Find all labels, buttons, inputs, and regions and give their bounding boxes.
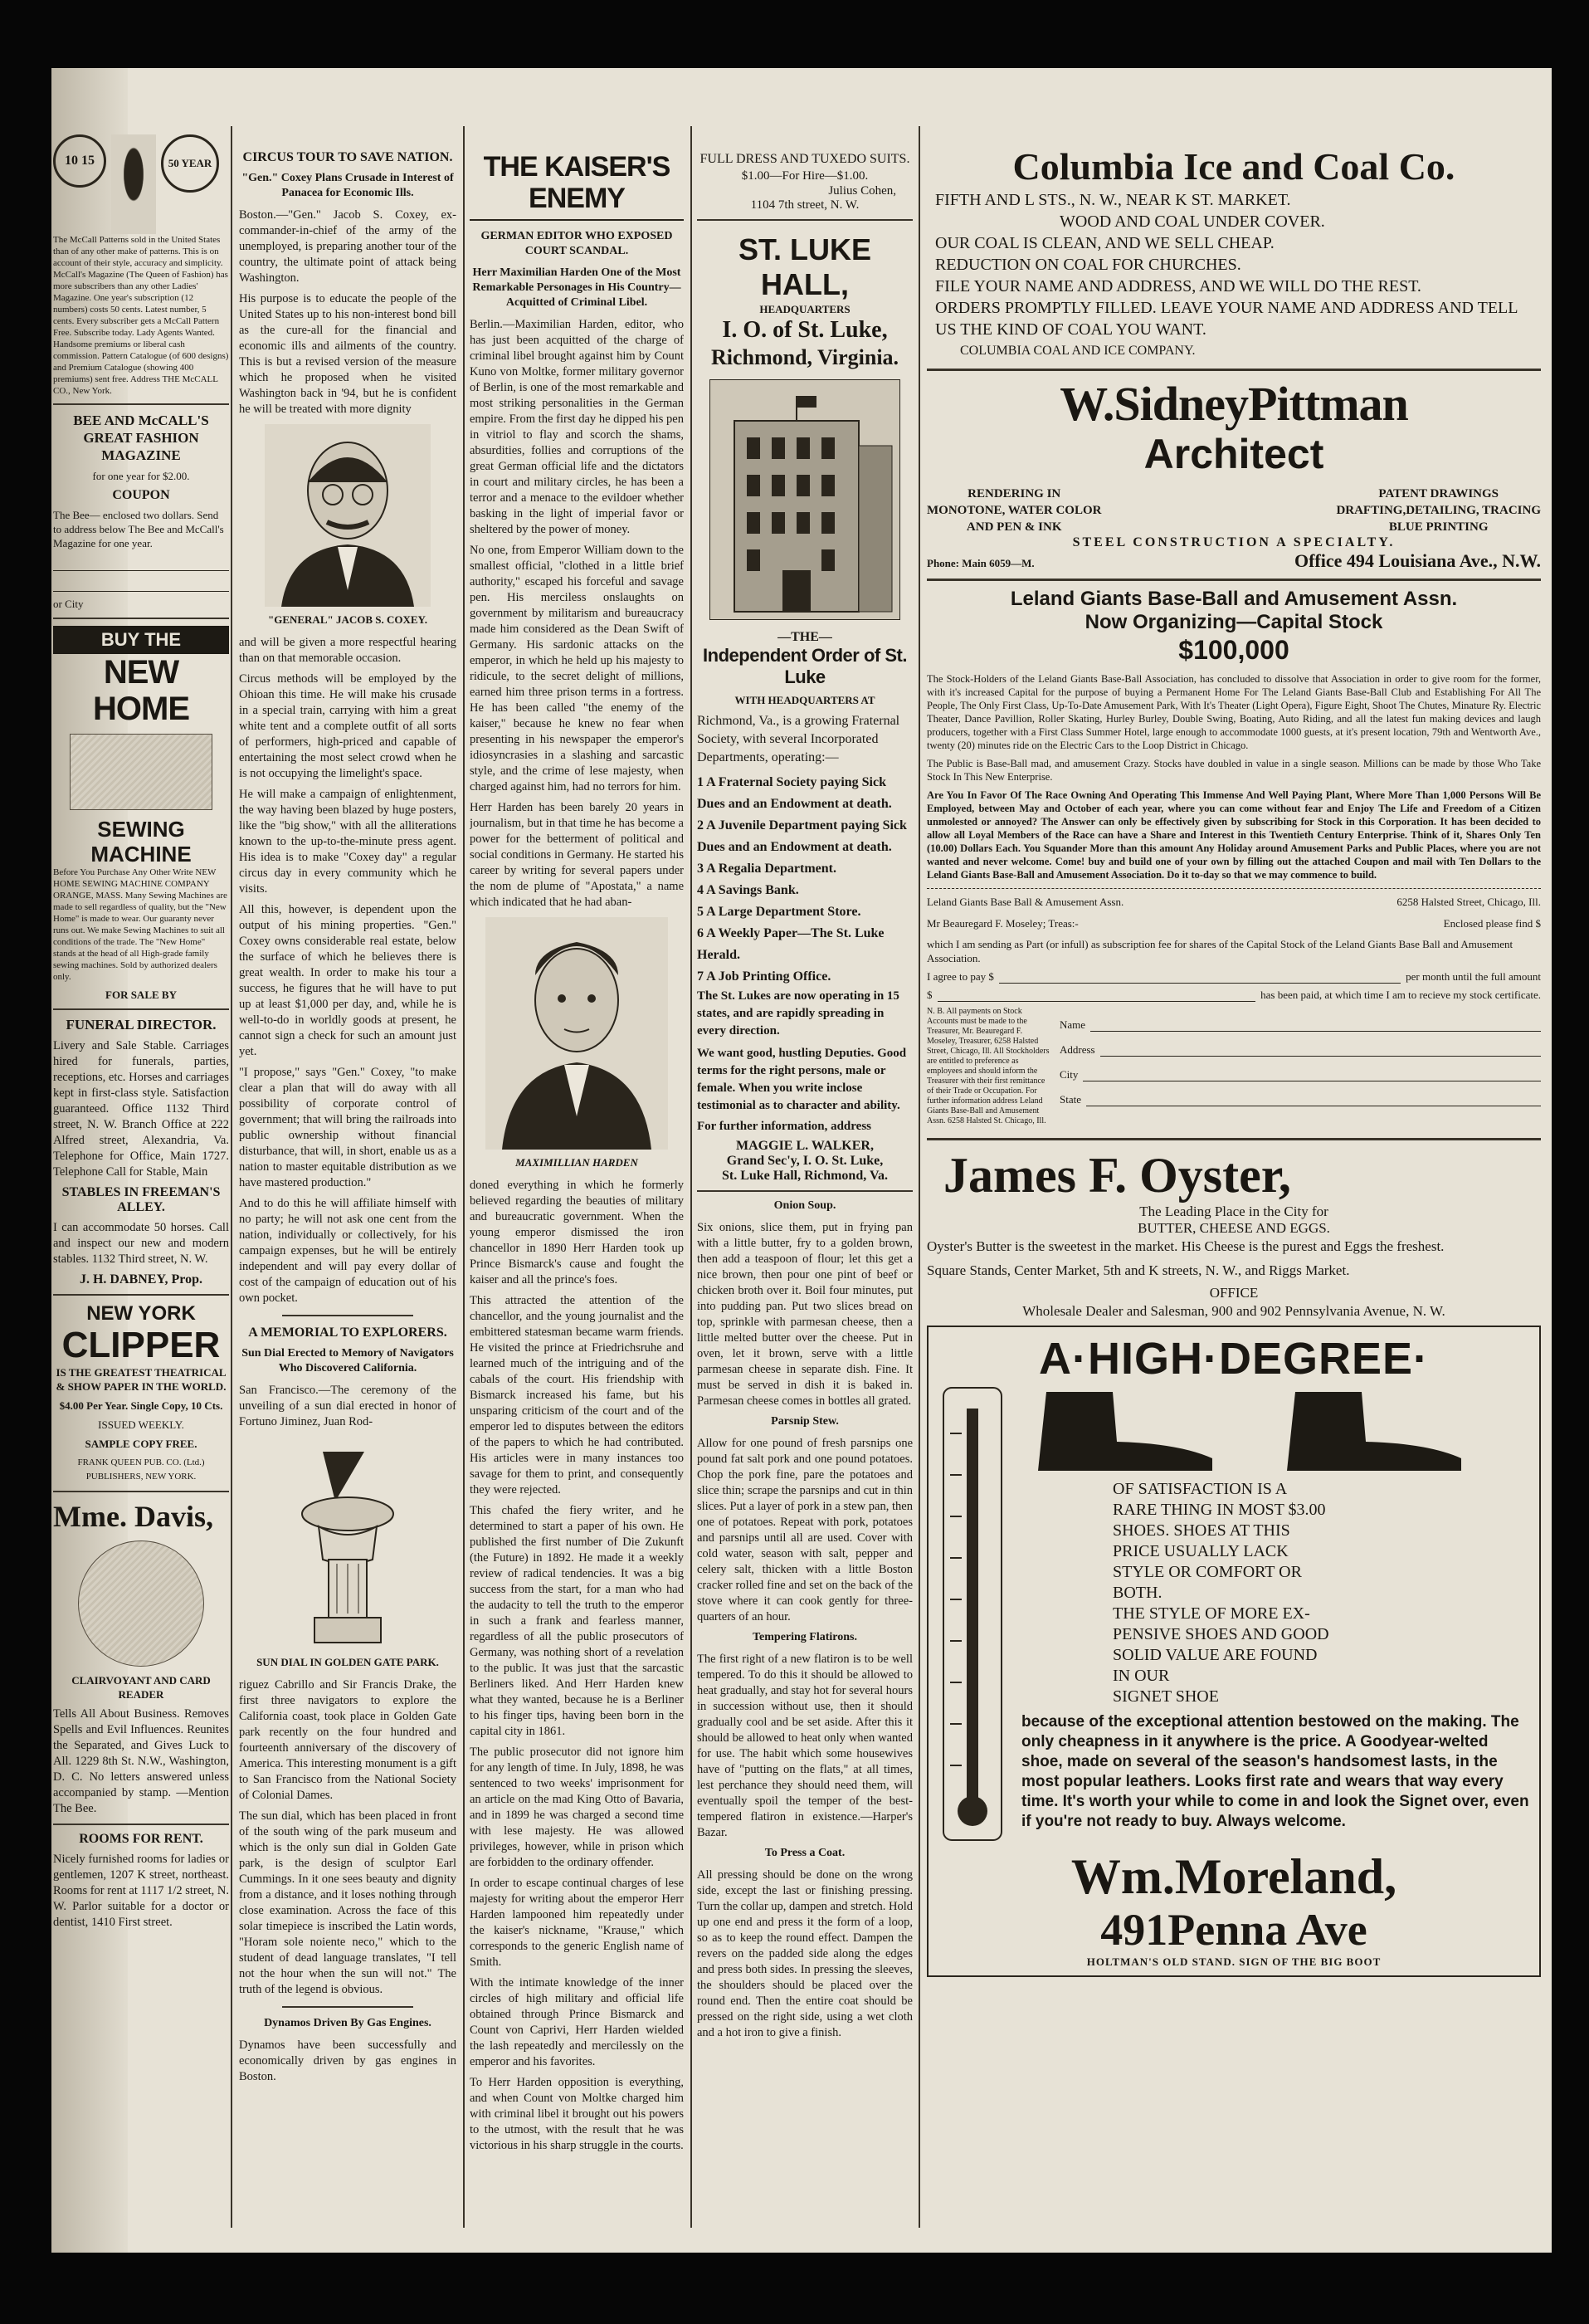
degree-line: IN OUR — [1113, 1667, 1170, 1685]
hall-address: St. Luke Hall, Richmond, Va. — [721, 1169, 889, 1183]
column-ads-right — [927, 68, 1541, 2253]
coupon-bottom — [927, 1007, 1541, 1131]
list-item: 1 A Fraternal Society paying Sick Dues and an Endowment at death. — [697, 775, 892, 811]
leland-p1: The Stock-Holders of the Leland Giants Base-Ball Association, has concluded to dissolve that Association in order to give room for the former, with it's increased Capital for the purpose of buying a Permanent Home For The Leland Giants Base-Ball Club and Establishing For All The People, The Only First Class, Up-To-Date Amusement Park, With It's Theater (Light Opera), Figure Eight, Shoot The Chutes, Minature Ry. Electric Theater, Dance Pavillion, Roller Skating, Hurley Burley, Double Swing, Boating, Auto Riding, and all the latest fun making devices and laugh producers, together with a First Class Summer Hotel, large enough to accommodate 1000 guests, at it's present location, 79th and Wentworth Ave., twenty (20) minutes ride on the Electric Cars to the Loop District in Chicago. — [927, 673, 1541, 751]
buy-the-banner: BUY THE — [53, 626, 229, 654]
dynamos-headline: Dynamos Driven By Gas Engines. — [264, 2017, 431, 2029]
memorial-subhead: Sun Dial Erected to Memory of Navigators Who Discovered California. — [241, 1347, 454, 1374]
coupon-org: Leland Giants Base Ball & Amusement Assn. — [927, 896, 1124, 908]
stables-title: STABLES IN FREEMAN'S ALLEY. — [61, 1185, 221, 1214]
press-coat-title: To Press a Coat. — [764, 1847, 846, 1859]
coxey-p4: Circus methods will be employed by the Ohioan this time. He will make his crusade in a special train, carrying with him a great white tent and a complete outfit of all sorts of performers, high-priced and capable of entertaining the most select crowd when he is not occupying the limelight's space. — [239, 672, 456, 780]
columbia-line: OUR COAL IS CLEAN, AND WE SELL CHEAP. — [935, 234, 1275, 252]
st-luke-hall-title: ST. LUKE HALL, — [738, 232, 871, 301]
coupon-field[interactable] — [999, 971, 1401, 984]
columbia-line: WOOD AND COAL UNDER COVER. — [1060, 212, 1325, 231]
clipper-sample: SAMPLE COPY FREE. — [85, 1438, 197, 1450]
thermometer-icon — [935, 1384, 1010, 1848]
mccall-text: The McCall Patterns sold in the United States than of any other make of patterns. This is on account of their style, accuracy and simplicity. McCall's Magazine (The Queen of Fashion) has more subscribers than any other Ladies' Magazine. One year's subscription (12 numbers) costs 50 cents. Latest number, 5 cents. Every subscriber gets a McCall Pattern Free. Subscribe today. Lady Agents Wanted. Handsome premiums or liberal cash commission. Pattern Catalogue (of 600 designs) and Premium Catalogue (showing 400 premiums) sent free. Address THE McCALL CO., New York. — [53, 235, 229, 396]
magazine-badge: 50 YEAR — [161, 134, 219, 193]
kaiser-subhead-1: GERMAN EDITOR WHO EXPOSED COURT SCANDAL. — [480, 230, 673, 257]
coupon-field[interactable] — [938, 989, 1256, 1002]
column-coxey — [239, 68, 456, 2253]
dynamos-text: Dynamos have been successfully and economically driven by gas engines in Boston. — [239, 2038, 456, 2083]
list-item: 3 A Regalia Department. — [697, 862, 836, 876]
coupon-agree-line — [927, 970, 1541, 984]
bee-offer-title: BEE AND McCALL'S GREAT FASHION MAGAZINE — [73, 413, 209, 463]
coupon-body: which I am sending as Part (or infull) as subscription fee for shares of the Capital Stock of the Leland Giants Base Ball and Amusement Association. — [927, 938, 1513, 964]
flatiron-title: Tempering Flatirons. — [752, 1631, 857, 1643]
field-city-label: City — [1060, 1068, 1079, 1081]
coupon-dollar: $ — [927, 989, 933, 1001]
pittman-services — [927, 486, 1541, 535]
leland-p2: The Public is Base-Ball mad, and amusement Crazy. Stocks have doubled in value in a single season. Millions can be made by those Who Take Stock In This New Enterprise. — [927, 758, 1541, 783]
state-field[interactable] — [1086, 1094, 1541, 1106]
kaiser-headline: THE KAISER'S ENEMY — [470, 151, 684, 221]
moreland-address: 491Penna Ave — [1100, 1905, 1367, 1955]
architect-title: Architect — [1143, 431, 1324, 477]
oyster-line: BUTTER, CHEESE AND EGGS. — [1138, 1220, 1330, 1236]
column-rule — [463, 126, 465, 2228]
holtman-line: HOLTMAN'S OLD STAND. SIGN OF THE BIG BOOT — [1086, 1955, 1382, 1968]
coxey-p3: and will be given a more respectful hearing than on that memorable occasion. — [239, 636, 456, 665]
children-illustration — [70, 734, 212, 810]
coupon-paid: has been paid, at which time I am to recieve my stock certificate. — [1260, 989, 1541, 1001]
high-degree-title: A·HIGH·DEGREE· — [1039, 1334, 1429, 1384]
leland-capital: $100,000 — [1178, 635, 1289, 665]
lady-figure-icon — [111, 134, 156, 234]
column-st-luke — [697, 68, 913, 2253]
coxey-p6: All this, however, is dependent upon the output of his mining properties. "Gen." Coxey owns considerable real estate, below the surface of which he believes there is great wealth. In order to make his tour a success, he figures that he will have to put up at least $1,000 per day, and, while he is well-to-do in worldly goods at present, he cannot sign a check for such an amount just yet. — [239, 903, 456, 1058]
pattern-badge: 10 15 — [53, 134, 106, 188]
coxey-p8: And to do this he will affiliate himself with no party; he will not ask one cent from the nation, individually or collectively, for his campaign expenses, but he will be entirely independent and will pay every dollar of cost of the campaign of education out of his own pocket. — [239, 1197, 456, 1305]
sewing-text: Before You Purchase Any Other Write NEW HOME SEWING MACHINE COMPANY ORANGE, MASS. Many Sewing Machines are made to sell regardless of quality, but the "New Home" is made to wear. Our guaranty never runs out. We make Sewing Machines to suit all conditions of the trade. The "New Home" stands at the head of all High-grade family sewing machines. Sold by authorized dealers only. — [53, 867, 227, 982]
columbia-line: FILE YOUR NAME AND ADDRESS, AND WE WILL DO THE REST. — [935, 277, 1421, 295]
office-line: Office 494 Louisiana Ave., N.W. — [1294, 550, 1541, 571]
clipper-price: $4.00 Per Year. Single Copy, 10 Cts. — [59, 1399, 223, 1412]
address-field[interactable] — [1100, 1044, 1541, 1057]
coupon-city: or City — [53, 598, 84, 610]
clipper-title: CLIPPER — [61, 1325, 221, 1365]
coupon-enclosed: Enclosed please find $ — [1443, 917, 1541, 930]
tuxedo-line-2: $1.00—For Hire—$1.00. — [741, 169, 869, 183]
kaiser-p5: This attracted the attention of the chancellor, and the young journalist and the embittered statesman became warm friends. He visited the prince at Friedrichsruhe and learned much of the intriguing and of the cabals of the court. His friendship with Bismarck increased his fame, but his unsparing criticism of the court and of the emperor led to disputes between the editors of the papers to which he had contributed. His articles were in many instances too savage for them to print, and consequently they were rejected. — [470, 1294, 684, 1496]
st-luke-hall-illustration — [709, 379, 900, 620]
columbia-line: ORDERS PROMPTLY FILLED. LEAVE YOUR NAME AND ADDRESS AND TELL US THE KIND OF COAL YOU WANT. — [935, 299, 1518, 339]
steel-line: STEEL CONSTRUCTION A SPECIALTY. — [1072, 535, 1396, 549]
coxey-p7: "I propose," says "Gen." Coxey, "to make clear a plan that will do away with all possibility of corporate control of government; that will bring the railroads into public ownership without financial disturbance, that will, in short, enable us as a nation to master equitable distribution as we have mastered production." — [239, 1066, 456, 1189]
org-text-2: The St. Lukes are now operating in 15 states, and are rapidly spreading in every direction. — [697, 989, 899, 1038]
name-field[interactable] — [1090, 1019, 1541, 1032]
harden-portrait — [485, 917, 668, 1150]
sun-dial-caption: SUN DIAL IN GOLDEN GATE PARK. — [256, 1656, 439, 1668]
kaiser-p10: To Herr Harden opposition is everything, and when Count von Moltke charged him with criminal libel it brought out his powers to the utmost, with the result that he was victorious in his sharp struggle in the courts. — [470, 2076, 684, 2152]
parsnip-text: Allow for one pound of fresh parsnips one pound fat salt pork and one pound potatoes. Chop the pork fine, pare the potatoes and slice thin; scrape the parsnips and cut in thin slices. Put a layer of pork in a stew pan, then one of potatoes. Repeat with pork, potatoes and parsnips until all are used. Cover with cold water, season with salt, pepper and celery salt, thicken with a little Boston cracker rolled fine and set on the back of the stove where it can cook gently for three-quarters of an hour. — [697, 1437, 913, 1623]
list-item: 4 A Savings Bank. — [697, 883, 799, 897]
coupon-address: 6258 Halsted Street, Chicago, Ill. — [1396, 896, 1541, 908]
pittman-contact — [927, 550, 1541, 572]
mccall-ad — [53, 134, 229, 234]
oyster-line: Oyster's Butter is the sweetest in the market. His Cheese is the purest and Eggs the freshest. — [927, 1238, 1445, 1254]
high-degree-ad — [927, 1326, 1541, 1977]
funeral-text: Livery and Sale Stable. Carriages hired for funerals, parties, receptions, etc. Horses and carriages kept in first-class style. Satisfaction guaranteed. Office 1132 Third street, N. W. Branch Office at 222 Alfred street, Alexandria, Va. Telephone for Office, Main 1727. Telephone Call for Stable, Main — [53, 1039, 229, 1179]
rooms-title: ROOMS FOR RENT. — [79, 1832, 203, 1846]
info-line: For further information, address — [697, 1120, 871, 1133]
degree-line: SHOES. SHOES AT THIS — [1113, 1521, 1290, 1540]
column-kaiser — [470, 68, 684, 2253]
degree-line: STYLE OR COMFORT OR — [1113, 1563, 1302, 1581]
degree-line: THE STYLE OF MORE EX- — [1113, 1604, 1310, 1623]
list-item: 5 A Large Department Store. — [697, 905, 861, 919]
coupon-header — [927, 896, 1541, 909]
coupon-note: N. B. All payments on Stock Accounts must be made to the Treasurer, Mr. Beauregard F. Moseley, Treasurer, 6258 Halsted Street, Chicago, Ill. All Stockholders are entitled to preference as employees and should inform the Treasurer with their first remittance of their Trade or Occupation. For further information address Leland Giants Base-Ball and Amusement Assn. 6258 Halsted St. Chicago, Ill. — [927, 1007, 1050, 1125]
tuxedo-line-4: 1104 7th street, N. W. — [750, 198, 860, 212]
rooms-text: Nicely furnished rooms for ladies or gentlemen, 1207 K street, northeast. Rooms for rent at 1117 1/2 street, N. W. Parlor suitable for a doctor or dentist, 1410 First street. — [53, 1853, 229, 1929]
kaiser-p1: Berlin.—Maximilian Harden, editor, who has just been acquitted of the charge of criminal libel brought against him by Count Kuno von Moltke, former military governor of Berlin, is one of the most remarkable and most striking personalities in the German empire. From the first day he dipped his pen in vitriol to flay and scorch the shams, absurdities, follies and corruptions of the great German official life and the dictators in court and military circles, he has been a terror and a menace to the evildoer whether basking in the light of imperial favor or sheltered by the power of money. — [470, 318, 684, 536]
clairvoyant-label: CLAIRVOYANT AND CARD READER — [71, 1674, 211, 1701]
columbia-line: FIFTH AND L STS., N. W., NEAR K ST. MARKET. — [935, 191, 1291, 209]
org-text-3: We want good, hustling Deputies. Good terms for the right persons, male or female. When you write inclose testimonial as to character and ability. — [697, 1047, 907, 1112]
render-line: PATENT DRAWINGS — [1378, 487, 1499, 500]
kaiser-p2: No one, from Emperor William down to the smallest official, "clothed in a little brief authority," escaped his forceful and savage pen. His merciless onslaughts on government by militarism and bureaucracy made him considered as the Dean Swift of Germany. His sardonic attacks on the emperor, in which he held up his majesty to ridicule, to the secret delight of millions, earned him three prison terms in a fortress. He has been called "the enemy of the kaiser," because he knew no fear when presenting in his newspaper the emperor's idiosyncrasies in a slashing and sarcastic style, and the crime of lese majesty, when charged against him, had no terrors for him. — [470, 544, 684, 793]
coxey-p1: Boston.—"Gen." Jacob S. Coxey, ex-commander-in-chief of the army of the unemployed, is preparing another tour of the country, the ultimate point of attack being Washington. — [239, 208, 456, 285]
columbia-lines — [927, 189, 1541, 362]
columbia-signature: COLUMBIA COAL AND ICE COMPANY. — [960, 344, 1196, 358]
boot-icon — [1021, 1384, 1486, 1475]
memorial-p3: The sun dial, which has been placed in front of the south wing of the park museum and which is the only sun dial in Golden Gate park, is the design of sculptor Earl Cummings. In it one sees beauty and dignity from a distance, and it loses nothing through close examination. Across the face of this solar timepiece is inscribed the Latin words, "Horam sole noiente neco," which to the student of dead language translates, "I tell not the hour when the sun will not." The truth of the legend is obvious. — [239, 1809, 456, 1996]
column-rule — [231, 126, 232, 2228]
render-line: RENDERING IN — [968, 487, 1061, 500]
davis-portrait — [78, 1540, 204, 1667]
degree-caps — [1021, 1479, 1533, 1707]
tuxedo-line-3: Julius Cohen, — [828, 184, 896, 198]
render-line: BLUE PRINTING — [1388, 520, 1489, 534]
pittman-name: W.SidneyPittman — [1060, 377, 1408, 431]
field-name-label: Name — [1060, 1018, 1086, 1031]
funeral-title: FUNERAL DIRECTOR. — [66, 1017, 217, 1033]
clipper-pub: FRANK QUEEN PUB. CO. (Ltd.) PUBLISHERS, NEW YORK. — [77, 1457, 205, 1482]
memorial-p1: San Francisco.—The ceremony of the unveiling of a sun dial erected in honor of Fortuno Jiminez, Juan Rod- — [239, 1384, 456, 1428]
coupon-agree: I agree to pay $ — [927, 970, 994, 983]
press-coat-text: All pressing should be done on the wrong side, except the last or finishing pressing. Turn the collar up, dampen and stretch. Hold up one end and press it the form of a loop, so as to keep the round effect. Dampen the revers on the padded side along the edges and press both sides. In pressing the sleeves, the shoulders should be placed over the round end. Then the entire coat should be pressed on the right side, using a wet cloth and a hot iron to give a finish. — [697, 1868, 913, 2039]
richmond-title: Richmond, Virginia. — [710, 345, 899, 369]
oyster-line: Square Stands, Center Market, 5th and K streets, N. W., and Riggs Market. — [927, 1262, 1350, 1278]
coxey-p5: He will make a campaign of enlightenment, the way having been blazed by huge posters, like the "big show," with all the alliterations known to the up-to-the-minute press agent. His idea is to make "Coxey day" a regular circus day in every community which he visits. — [239, 788, 456, 896]
for-sale-by: FOR SALE BY — [105, 989, 177, 1001]
onion-soup-title: Onion Soup. — [773, 1199, 836, 1212]
high-degree-body — [935, 1384, 1533, 1848]
oyster-line: Wholesale Dealer and Salesman, 900 and 902 Pennsylvania Avenue, N. W. — [1022, 1303, 1445, 1319]
columbia-line: REDUCTION ON COAL FOR CHURCHES. — [935, 256, 1241, 274]
leland-p3: Are You In Favor Of The Race Owning And Operating This Immense And Well Paying Plant, Where More Than 1,000 Persons Will Be Employed, between May and October of each year, where you can come without fear and Enjoy The Life and Freedom of a Citizen unmolested or annoyed? The Answer can only be effectively given by subscribing for Stock in this Corporation. It has been decided to allow all Loyal Members of the Race can have a Share and Interest in this Twentieth Century Enterprise. Think of it, Shares Only Ten (10.00) Dollars Each. You Squander More than this amount Any Holiday around Amusement Parks and Public Places, where you are not wanted and never welcome. Come! buy and build one of your own by filling out the attached Coupon and mail with Ten Dollars to the Leland Giants Base-Ball and Amusement Association. Do it to-day so that we may commence to build. — [927, 789, 1541, 881]
coxey-p2: His purpose is to educate the people of the United States up to his non-interest bond bill as the cure-all for the financial and economic ills and ailments of the country. This is but a revised version of the measure which he proposed when he visited Washington back in '94, but he is confident he will be treated with more dignity — [239, 292, 456, 416]
coxey-headline: CIRCUS TOUR TO SAVE NATION. — [242, 150, 453, 164]
degree-line: BOTH. — [1113, 1584, 1163, 1602]
kaiser-p3: Herr Harden has been barely 20 years in journalism, but in that time he has become a power for the betterment of political and social conditions in Germany. He started his career by writing for several papers under the nom de plume of "Apostata," a name which indicated that he had aban- — [470, 801, 684, 909]
high-degree-copy — [1021, 1384, 1533, 1848]
coupon-label: COUPON — [112, 488, 170, 502]
oyster-line: The Leading Place in the City for — [1139, 1204, 1328, 1219]
coupon-street-line — [53, 576, 229, 592]
coupon-month: per month until the full amount — [1406, 970, 1541, 983]
memorial-p2: riguez Cabrillo and Sir Francis Drake, the first three navigators to explore the California coast, took place in Golden Gate park recently on the four hundred and fourteenth anniversary of the discovery of America. This interesting monument is a gift to San Francisco from the National Society of Colonial Dames. — [239, 1678, 456, 1802]
leland-title: Leland Giants Base-Ball and Amusement Assn. — [1010, 588, 1458, 610]
degree-line: PRICE USUALLY LACK — [1113, 1542, 1289, 1560]
memorial-headline: A MEMORIAL TO EXPLORERS. — [248, 1326, 447, 1340]
city-field[interactable] — [1083, 1069, 1541, 1081]
kaiser-p6: This chafed the fiery writer, and he determined to start a paper of his own. He published the first number of Die Zukunft (the Future) in 1892. He made it a weekly review of radical tendencies. It was a big success from the start, for a man who had the audacity to tell the truth to the emperor in such a frank and fearless manner, regardless of all the public prosecutors of Germany, was nothing short of a revelation to the public. It was just that the sarcastic Berliners liked. And Herr Harden knew what they wanted, because he is a Berliner to his finger tips, having been born in the capital city in 1861. — [470, 1504, 684, 1738]
kaiser-p9: With the intimate knowledge of the inner circles of high military and official life obtained through Prince Bismarck and Count von Caprivi, Herr Harden wielded the lash repeatedly and mercilessly on the emperor and his favorites. — [470, 1976, 684, 2068]
oyster-title: James F. Oyster, — [943, 1148, 1291, 1203]
kaiser-p7: The public prosecutor did not ignore him for any length of time. In July, 1898, he was sentenced to two weeks' imprisonment for an article on the mad King Otto of Bavaria, and in 1899 he was charged a second time with lese majesty. He was allowed privileges, however, while in prison which are forbidden to the ordinary offender. — [470, 1745, 684, 1869]
dabney-prop: J. H. DABNEY, Prop. — [79, 1272, 203, 1286]
onion-soup-text: Six onions, slice them, put in frying pan with a little butter, fry to a golden brown, then add a teaspoon of flour; let this get a nice brown, then pour one pint of beef or chicken broth over it. Boil four minutes, put into pudding pan. Put two slices bread on top, sprinkle with parmesan cheese, then a little melted butter over the cheese. Put in oven, let it brown, serve with a little parmesan cheese in separate dish. Fine. It must be served in dish it is baked in. Parmesan cheese comes in bottles all grated. — [697, 1221, 913, 1408]
list-item: 2 A Juvenile Department paying Sick Dues and an Endowment at death. — [697, 818, 907, 854]
degree-line: OF SATISFACTION IS A — [1113, 1480, 1288, 1498]
clipper-sub: IS THE GREATEST THEATRICAL & SHOW PAPER IN THE WORLD. — [56, 1366, 227, 1393]
degree-bold-text: because of the exceptional attention bestowed on the making. The only cheapness in it anywhere is the price. A Goodyear-welted shoe, made on several of the season's handsomest lasts, in the most popular leathers. Looks first rate and wears that way every time. It's worth your while to come in and look the Signet over, even if you're not ready to buy. Always welcome. — [1021, 1713, 1529, 1830]
degree-line: SIGNET SHOE — [1113, 1687, 1219, 1706]
leland-coupon — [927, 888, 1541, 1131]
list-item: 7 A Job Printing Office. — [697, 969, 831, 984]
the-label: —THE— — [777, 630, 832, 644]
new-york-title: NEW YORK — [86, 1302, 196, 1325]
coupon-to: Mr Beauregard F. Moseley; Treas:- — [927, 917, 1079, 930]
render-line: MONOTONE, WATER COLOR — [927, 504, 1102, 517]
kaiser-p4: doned everything in which he formerly believed regarding the beauties of military and bureaucratic government. When the young emperor dismissed the iron chancellor in 1890 Herr Harden took up Prince Bismarck's cause and fought the kaiser and all the prince's foes. — [470, 1179, 684, 1286]
sewing-machine-title: SEWING MACHINE — [90, 817, 192, 867]
harden-caption: MAXIMILLIAN HARDEN — [515, 1156, 638, 1169]
coupon-fields — [1060, 1007, 1541, 1131]
kaiser-p8: In order to escape continual charges of lese majesty for writing about the emperor Herr Harden lampooned him repeatedly under the kaiser's nickname, "Krause," which corresponds to the generic English name of Smith. — [470, 1877, 684, 1969]
coxey-portrait — [265, 424, 431, 607]
coxey-subhead: "Gen." Coxey Plans Crusade in Interest of Panacea for Economic Ills. — [241, 172, 454, 199]
grand-sec: Grand Sec'y, I. O. St. Luke, — [726, 1154, 884, 1168]
walker-name: MAGGIE L. WALKER, — [736, 1139, 874, 1153]
headquarters-label: HEADQUARTERS — [759, 303, 851, 315]
org-text: Richmond, Va., is a growing Fraternal Society, with several Incorporated Departments, operating:— — [697, 714, 900, 764]
bee-offer-line: for one year for $2.00. — [92, 470, 190, 482]
iosl-title: I. O. of St. Luke, — [722, 317, 888, 343]
phone-line: Phone: Main 6059—M. — [927, 557, 1035, 569]
oyster-office: OFFICE — [1209, 1285, 1259, 1301]
davis-title: Mme. Davis, — [53, 1500, 213, 1533]
newspaper-page — [51, 68, 1552, 2253]
sun-dial-illustration — [285, 1435, 410, 1651]
field-address-label: Address — [1060, 1043, 1095, 1056]
render-line: DRAFTING,DETAILING, TRACING — [1336, 504, 1541, 517]
flatiron-text: The first right of a new flatiron is to be well tempered. To do this it should be allowed to heat gradually, and stay hot for several hours in succession without use, then it should gradually cool and be set aside. After this it should be allowed to heat only when wanted for use. The habit which some housewives have of "putting on the flats," at all times, lest perchance they should need them, will eventually spoil the temper of the best-tempered flatiron in existence.—Harper's Bazar. — [697, 1653, 913, 1839]
degree-line: SOLID VALUE ARE FOUND — [1113, 1646, 1318, 1664]
degree-line: RARE THING IN MOST $3.00 — [1113, 1501, 1326, 1519]
leland-organizing: Now Organizing—Capital Stock — [1085, 611, 1383, 633]
parsnip-title: Parsnip Stew. — [771, 1415, 839, 1428]
clipper-issued: ISSUED WEEKLY. — [98, 1418, 184, 1431]
field-state-label: State — [1060, 1093, 1081, 1106]
kaiser-subhead-2: Herr Maximilian Harden One of the Most Remarkable Personages in His Country—Acquitted of Criminal Libel. — [472, 266, 681, 309]
column-rule — [690, 126, 692, 2228]
columbia-title: Columbia Ice and Coal Co. — [1012, 145, 1455, 188]
moreland-name: Wm.Moreland, — [1070, 1849, 1397, 1904]
coupon-text: The Bee— enclosed two dollars. Send to address below The Bee and McCall's Magazine for one year. — [53, 509, 224, 549]
tuxedo-line-1: FULL DRESS AND TUXEDO SUITS. — [699, 152, 910, 166]
column-rule — [919, 126, 920, 2228]
column-ads-left — [53, 68, 229, 2253]
coupon-paid-line — [927, 989, 1541, 1002]
degree-line: PENSIVE SHOES AND GOOD — [1113, 1625, 1329, 1643]
with-hq-label: WITH HEADQUARTERS AT — [734, 694, 875, 706]
render-line: AND PEN & INK — [966, 520, 1062, 534]
new-home-title: NEW HOME — [93, 654, 189, 727]
stables-text: I can accommodate 50 horses. Call and inspect our new and modern stables. 1132 Third street, N. W. — [53, 1221, 229, 1266]
list-item: 6 A Weekly Paper—The St. Luke Herald. — [697, 926, 885, 962]
coxey-caption: "GENERAL" JACOB S. COXEY. — [267, 613, 428, 626]
order-title: Independent Order of St. Luke — [703, 645, 907, 687]
coupon-to-line — [927, 917, 1541, 930]
davis-text: Tells All About Business. Removes Spells and Evil Influences. Reunites the Separated, and Gives Luck to All. 1229 8th St. N.W., Washington, D. C. No letters answered unless accompanied by stamp. —Mention The Bee. — [53, 1707, 229, 1815]
coupon-name-line — [53, 555, 229, 571]
